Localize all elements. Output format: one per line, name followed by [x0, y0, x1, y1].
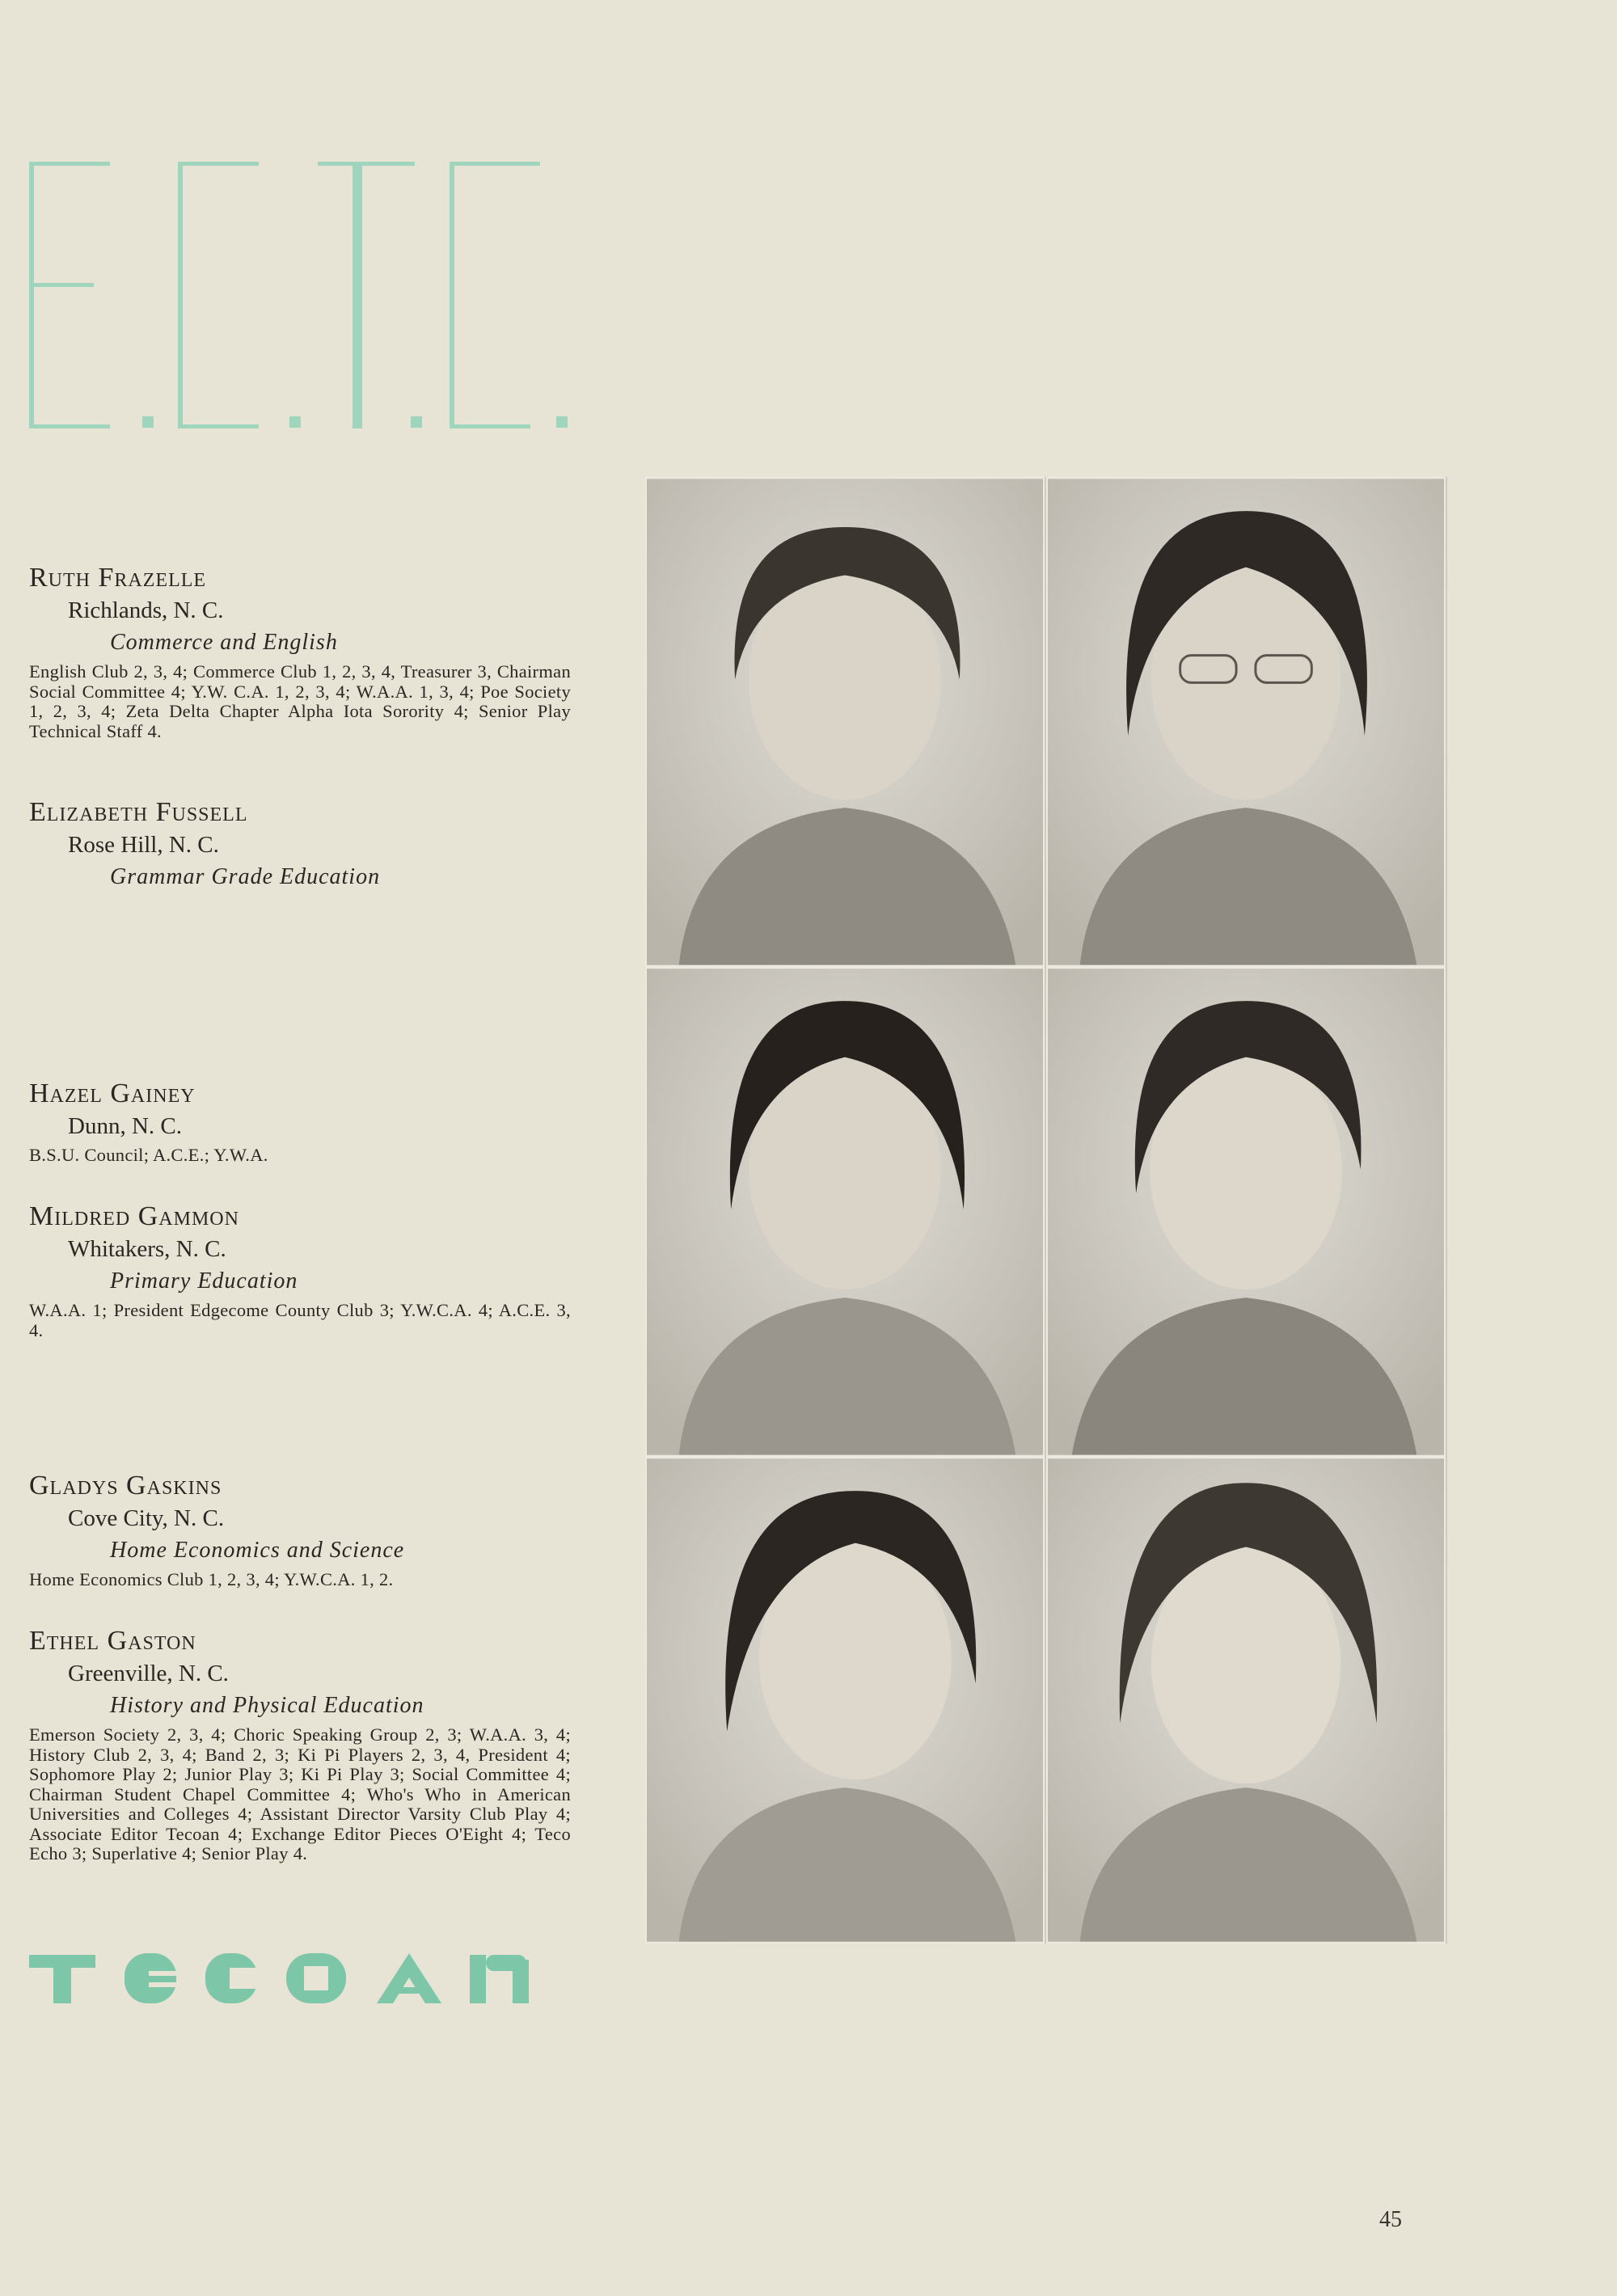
- student-name: Ruth Frazelle: [29, 563, 207, 593]
- portrait-ruth-frazelle: [645, 477, 1045, 967]
- student-town: Greenville, N. C.: [68, 1661, 229, 1686]
- page-number: 45: [1379, 2207, 1402, 2232]
- tecoan-logo: [29, 1948, 555, 2005]
- portrait-hazel-gainey: [645, 967, 1045, 1457]
- portrait-image: [1048, 1458, 1444, 1942]
- portrait-image: [1048, 969, 1444, 1455]
- portrait-image: [647, 969, 1043, 1455]
- student-name: Elizabeth Fussell: [29, 797, 248, 827]
- student-activities: Home Economics Club 1, 2, 3, 4; Y.W.C.A. 1, 2.: [29, 1569, 394, 1589]
- portrait-elizabeth-fussell: [1046, 477, 1446, 967]
- header-logo: [23, 154, 572, 437]
- student-entry-hazel-gainey: [29, 1078, 579, 1166]
- portrait-image: [647, 1458, 1043, 1942]
- portrait-gladys-gaskins: [645, 1457, 1045, 1944]
- student-major: Primary Education: [110, 1268, 298, 1294]
- student-town: Rose Hill, N. C.: [68, 832, 219, 858]
- student-town: Richlands, N. C.: [68, 597, 224, 623]
- student-name: Gladys Gaskins: [29, 1471, 222, 1500]
- portrait-grid: [645, 477, 1447, 1944]
- student-activities: B.S.U. Council; A.C.E.; Y.W.A.: [29, 1145, 268, 1165]
- ectc-logo-graphic: [23, 154, 572, 437]
- student-major: History and Physical Education: [110, 1693, 424, 1718]
- portrait-ethel-gaston: [1046, 1457, 1446, 1944]
- student-name: Ethel Gaston: [29, 1626, 196, 1656]
- student-major: Grammar Grade Education: [110, 864, 381, 889]
- portrait-image: [1048, 479, 1444, 965]
- student-entry-mildred-gammon: [29, 1201, 579, 1340]
- portrait-mildred-gammon: [1046, 967, 1446, 1457]
- student-entry-elizabeth-fussell: [29, 796, 579, 893]
- student-entry-gladys-gaskins: [29, 1470, 579, 1590]
- student-entry-ruth-frazelle: [29, 562, 579, 741]
- student-entry-ethel-gaston: [29, 1625, 579, 1864]
- student-major: Commerce and English: [110, 630, 338, 655]
- tecoan-logo-graphic: [29, 1948, 555, 2005]
- portrait-image: [647, 479, 1043, 965]
- student-town: Cove City, N. C.: [68, 1505, 225, 1531]
- student-activities: W.A.A. 1; President Edgecome County Club 3; Y.W.C.A. 4; A.C.E. 3, 4.: [29, 1300, 571, 1340]
- student-major: Home Economics and Science: [110, 1538, 405, 1563]
- student-activities: Emerson Society 2, 3, 4; Choric Speaking Group 2, 3; W.A.A. 3, 4; History Club 2, 3, 4; Band 2, 3; Ki Pi Players 2, 3, 4, President 4; Sophomore Play 2; Junior Play 3; Ki Pi Play 3; Social Committee 4; Chairman Student Chapel Committee 4; Who's Who in American Universities and Colleges 4; Assistant Director Varsity Club Play 4; Associate Editor Tecoan 4; Exchange Editor Pieces O'Eight 4; Teco Echo 3; Superlative 4; Senior Play 4.: [29, 1724, 571, 1863]
- student-name: Mildred Gammon: [29, 1201, 239, 1231]
- student-name: Hazel Gainey: [29, 1078, 196, 1108]
- student-activities: English Club 2, 3, 4; Commerce Club 1, 2, 3, 4, Treasurer 3, Chairman Social Committee 4; Y.W. C.A. 1, 2, 3, 4; W.A.A. 1, 3, 4; Poe Society 1, 2, 3, 4; Zeta Delta Chapter Alpha Iota Sorority 4; Senior Play Technical Staff 4.: [29, 661, 571, 741]
- student-town: Whitakers, N. C.: [68, 1236, 226, 1262]
- student-town: Dunn, N. C.: [68, 1113, 182, 1139]
